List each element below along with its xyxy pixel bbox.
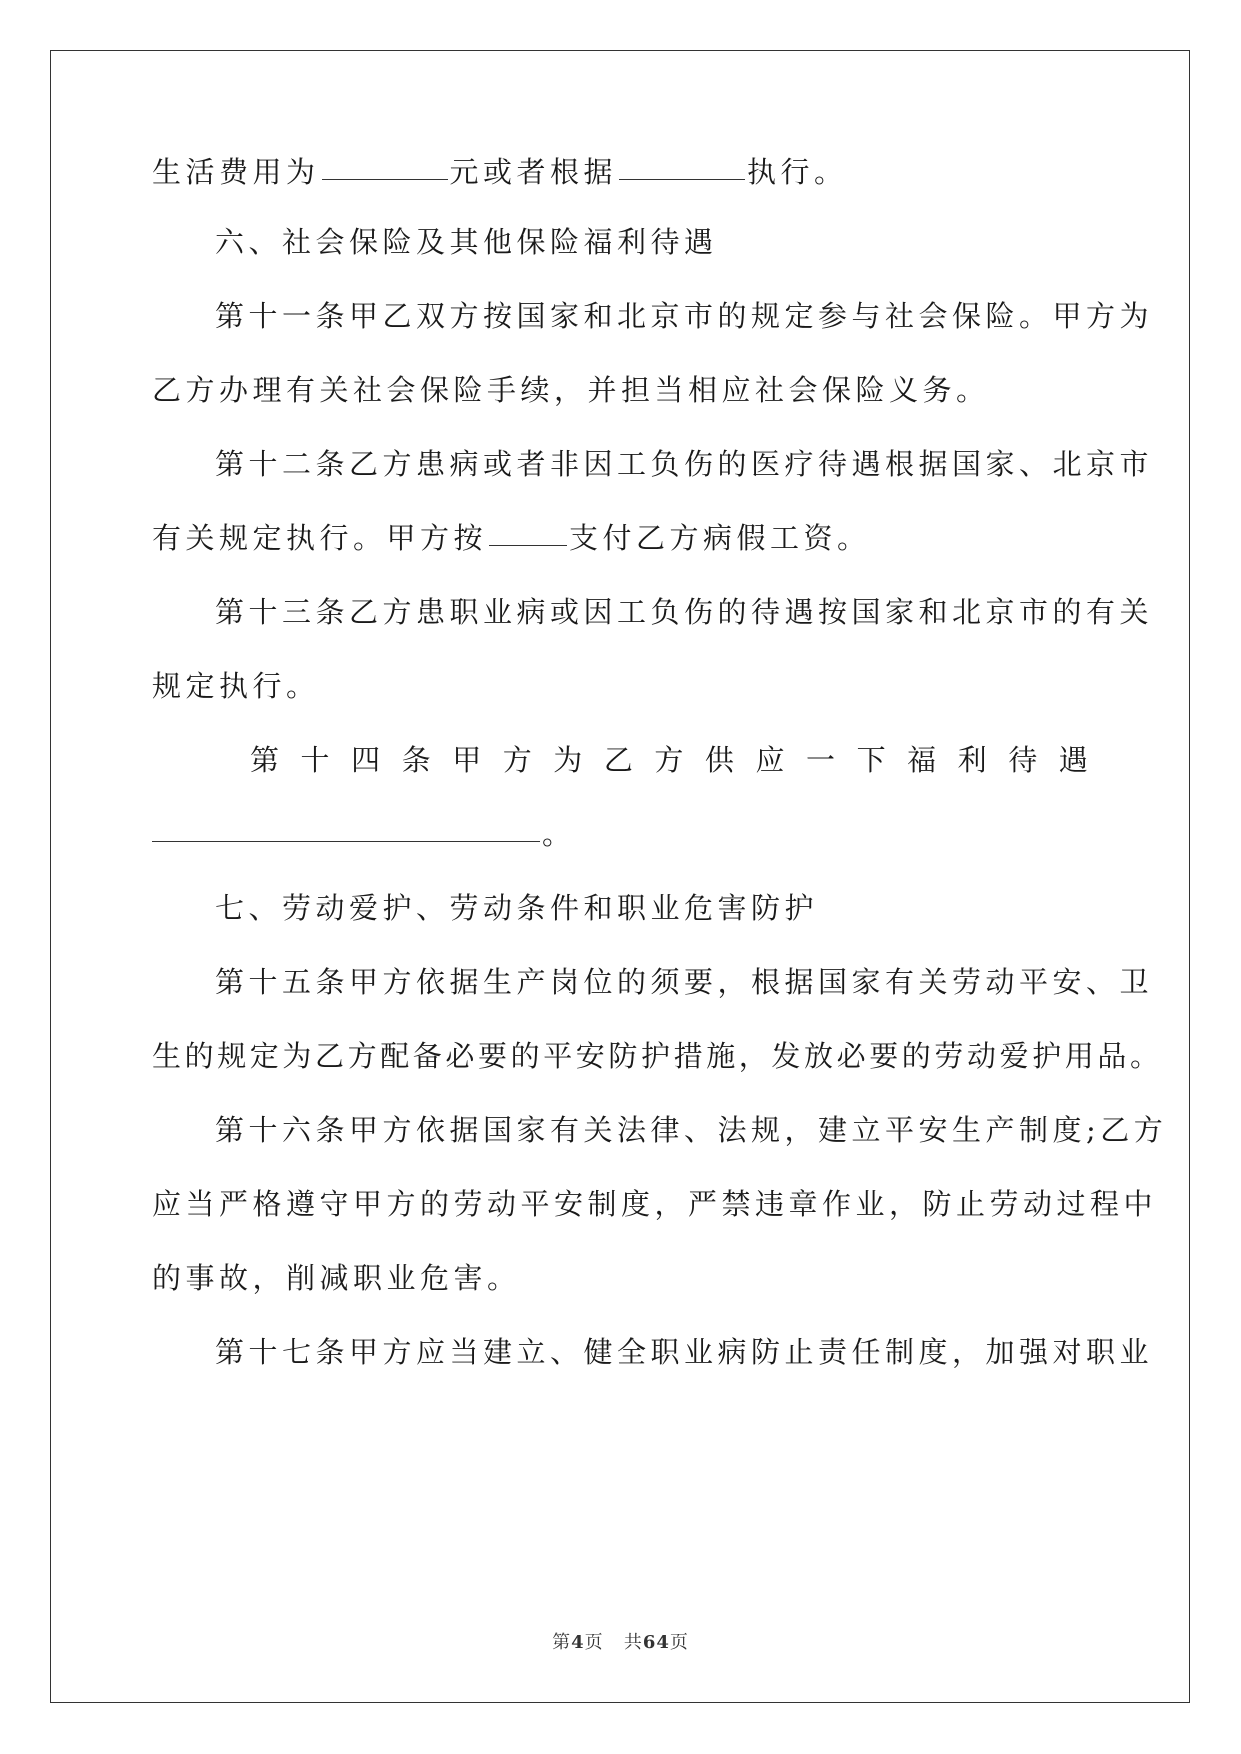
article-17-line-1: 第十七条甲方应当建立、健全职业病防止责任制度，加强对职业: [215, 1335, 1154, 1369]
char: 一: [806, 743, 836, 777]
blank-field: [489, 544, 567, 546]
article-14-line-2: [152, 817, 576, 851]
page-label: 页: [584, 1632, 604, 1653]
blank-field: [619, 178, 745, 180]
article-13-line-2: 规定执行。: [152, 669, 320, 703]
text-segment: 支付乙方病假工资。: [569, 521, 871, 555]
char: 应: [755, 743, 785, 777]
text-segment: 有关规定执行。甲方按: [152, 521, 488, 555]
text-segment: 元或者根据: [449, 155, 618, 189]
article-12-line-1: 第十二条乙方患病或者非因工负伤的医疗待遇根据国家、北京市: [215, 447, 1154, 481]
article-13-line-1: 第十三条乙方患职业病或因工负伤的待遇按国家和北京市的有关: [215, 595, 1154, 629]
article-15-line-1: 第十五条甲方依据生产岗位的须要，根据国家有关劳动平安、卫: [215, 965, 1154, 999]
blank-field: [152, 840, 540, 842]
total-label: 共: [623, 1632, 643, 1653]
char: 方: [654, 743, 684, 777]
total-pages: 64: [642, 1632, 670, 1653]
blank-field: [322, 178, 448, 180]
char: 甲: [452, 743, 482, 777]
char: 第: [250, 743, 280, 777]
page-number: 4: [571, 1632, 585, 1653]
article-12-line-2: [152, 521, 871, 555]
char: 条: [401, 743, 431, 777]
char: 为: [553, 743, 583, 777]
text-segment: 执行。: [747, 155, 848, 189]
char: 下: [856, 743, 886, 777]
article-11-line-2: 乙方办理有关社会保险手续，并担当相应社会保险义务。: [152, 373, 990, 407]
article-16-line-1: 第十六条甲方依据国家有关法律、法规，建立平安生产制度;乙方: [215, 1113, 1168, 1147]
total-label: 页: [669, 1632, 689, 1653]
article-16-line-3: 的事故，削减职业危害。: [152, 1261, 521, 1295]
char: 遇: [1058, 743, 1088, 777]
article-11-line-1: 第十一条甲乙双方按国家和北京市的规定参与社会保险。甲方为: [215, 299, 1154, 333]
page-border: [50, 50, 1190, 1703]
char: 十: [300, 743, 330, 777]
char: 福: [907, 743, 937, 777]
text-segment: 。: [542, 817, 576, 851]
section-heading-seven: 七、劳动爱护、劳动条件和职业危害防护: [215, 891, 819, 925]
article-14-line-1: [250, 743, 1088, 777]
text-segment: 生活费用为: [152, 155, 320, 189]
char: 利: [957, 743, 987, 777]
article-15-line-2: 生的规定为乙方配备必要的平安防护措施，发放必要的劳动爱护用品。: [152, 1039, 1163, 1073]
char: 乙: [603, 743, 633, 777]
page-label: 第: [552, 1632, 572, 1653]
char: 供: [704, 743, 734, 777]
article-16-line-2: 应当严格遵守甲方的劳动平安制度，严禁违章作业，防止劳动过程中: [152, 1187, 1158, 1221]
char: 方: [502, 743, 532, 777]
char: 待: [1008, 743, 1038, 777]
char: 四: [351, 743, 381, 777]
text-line-living-expense: [152, 155, 848, 189]
page-footer: [0, 1628, 1241, 1654]
section-heading-six: 六、社会保险及其他保险福利待遇: [215, 225, 718, 259]
